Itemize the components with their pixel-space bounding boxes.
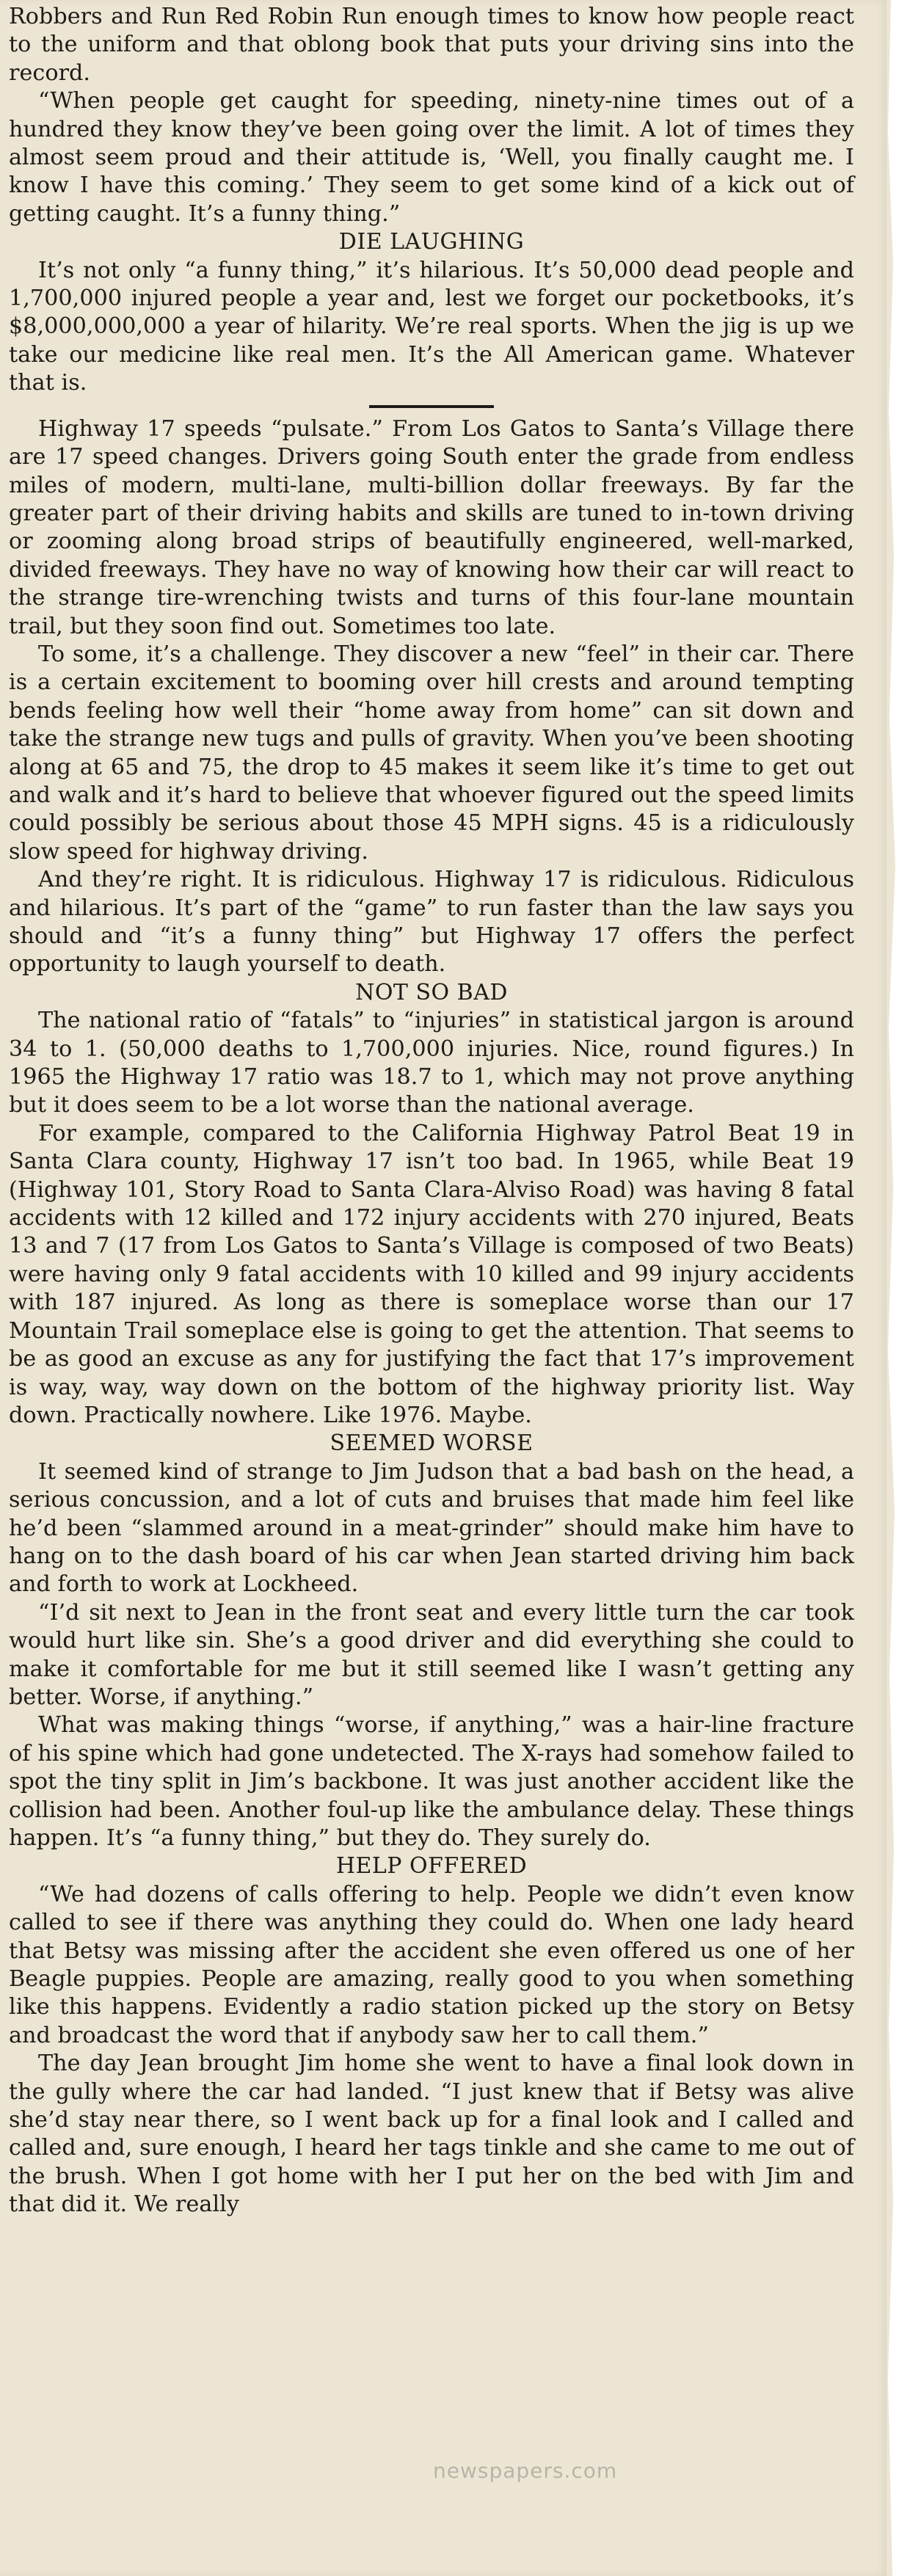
pulsate-paragraph: Highway 17 speeds “pulsate.” From Los Gatos to Santa’s Village there are 17 speed changes. Drivers going South enter the grade from endless miles of modern, multi-lane, multi-billion dollar freeways. By far the greater part of their driving habits and skills are tuned to in-town driving or zooming along broad strips of beautifully engineered, well-marked, divided freeways. They have no way of knowing how their car will react to the strange tire-wrenching twists and turns of this four-lane mountain trail, but they soon find out. Sometimes too late.	[9, 415, 854, 639]
subhead-die-laughing: DIE LAUGHING	[338, 229, 525, 255]
final-look-paragraph: The day Jean brought Jim home she went to have a final look down in the gully where the car had landed. “I just knew that if Betsy was alive she’d stay near there, so I went back up for a final look and I called and called and, sure enough, I heard her tags tinkle and she came to me out of the brush. When I got home with her I put her on the bed with Jim and that did it. We really	[9, 2051, 854, 2218]
ridiculous-paragraph: And they’re right. It is ridiculous. Highway 17 is ridiculous. Ridiculous and hilarious. It’s part of the “game” to run faster than the law says you should and “it’s a funny thing” but Highway 17 offers the perfect opportunity to laugh yourself to death.	[9, 867, 854, 978]
example-paragraph: For example, compared to the California Highway Patrol Beat 19 in Santa Clara county, Highway 17 isn’t too bad. In 1965, while Beat 19 (Highway 101, Story Road to Santa Clara-Alviso Road) was having 8 fatal accidents with 12 killed and 172 injury accidents with 270 injured, Beats 13 and 7 (17 from Los Gatos to Santa’s Village is composed of two Beats) were having only 9 fatal accidents with 10 killed and 99 injury accidents with 187 injured. As long as there is someplace worse than our 17 Mountain Trail someplace else is going to get the attention. That seems to be as good an excuse as any for justifying the fact that 17’s improvement is way, way, way down on the bottom of the highway priority list. Way down. Practically nowhere. Like 1976. Maybe.	[9, 1120, 854, 1428]
speeding-quote-paragraph: “When people get caught for speeding, ninety-nine times out of a hundred they know they’ve been going over the limit. A lot of times they almost seem proud and their attitude is, ‘Well, you finally caught me. I know I have this coming.’ They seem to get some kind of a kick out of getting caught. It’s a funny thing.”	[9, 88, 854, 227]
dozens-calls-paragraph: “We had dozens of calls offering to help. People we didn’t even know called to see if there was anything they could do. When one lady heard that Betsy was missing after the accident she even offered us one of her Beagle puppies. People are amazing, really good to you when something like this happens. Evidently a radio station picked up the story on Betsy and broadcast the word that if anybody saw her to call them.”	[9, 1881, 854, 2048]
intro-paragraph: Robbers and Run Red Robin Run enough times to know how people react to the uniform and that oblong book that puts your driving sins into the record.	[9, 4, 854, 86]
fracture-paragraph: What was making things “worse, if anything,” was a hair-line fracture of his spine which had gone undetected. The X-rays had somehow failed to spot the tiny split in Jim’s backbone. It was just another accident like the collision had been. Another foul-up like the ambulance delay. These things happen. It’s “a funny thing,” but they do. They surely do.	[9, 1712, 854, 1851]
watermark-text: newspapers.com	[433, 2459, 618, 2483]
sit-next-quote-paragraph: “I’d sit next to Jean in the front seat and every little turn the car took would hurt like sin. She’s a good driver and did everything she could to make it comfortable for me but it still seemed like I wasn’t getting any better. Worse, if anything.”	[9, 1599, 854, 1710]
funny-thing-paragraph: It’s not only “a funny thing,” it’s hilarious. It’s 50,000 dead people and 1,700,000 injured people a year and, lest we forget our pocketbooks, it’s $8,000,000,000 a year of hilarity. We’re real sports. When the jig is up we take our medicine like real men. It’s the All American game. Whatever that is.	[9, 257, 854, 396]
ratio-paragraph: The national ratio of “fatals” to “injuries” in statistical jargon is around 34 to 1. (50,000 deaths to 1,700,000 injuries. Nice, round figures.) In 1965 the Highway 17 ratio was 18.7 to 1, which may not prove anything but it does seem to be a lot worse than the national average.	[9, 1008, 854, 1118]
subhead-seemed-worse: SEEMED WORSE	[330, 1430, 534, 1457]
torn-edge-shape	[887, 0, 910, 2576]
section-divider	[369, 405, 494, 408]
subhead-help-offered: HELP OFFERED	[335, 1853, 528, 1880]
strange-paragraph: It seemed kind of strange to Jim Judson that a bad bash on the head, a serious concussion, and a lot of cuts and bruises that made him feel like he’d been “slammed around in a meat-grinder” should make him have to hang on to the dash board of his car when Jean started driving him back and forth to work at Lockheed.	[9, 1458, 854, 1598]
torn-paper-edge	[887, 0, 910, 2576]
challenge-paragraph: To some, it’s a challenge. They discover a new “feel” in their car. There is a certain excitement to booming over hill crests and around tempting bends feeling how well their “home away from home” can sit down and take the strange new tugs and pulls of gravity. When you’ve been shooting along at 65 and 75, the drop to 45 makes it seem like it’s time to get out and walk and it’s hard to believe that whoever figured out the speed limits could possibly be serious about those 45 MPH signs. 45 is a ridiculously slow speed for highway driving.	[9, 641, 854, 865]
subhead-not-so-bad: NOT SO BAD	[355, 979, 508, 1005]
article-column	[9, 3, 854, 2219]
